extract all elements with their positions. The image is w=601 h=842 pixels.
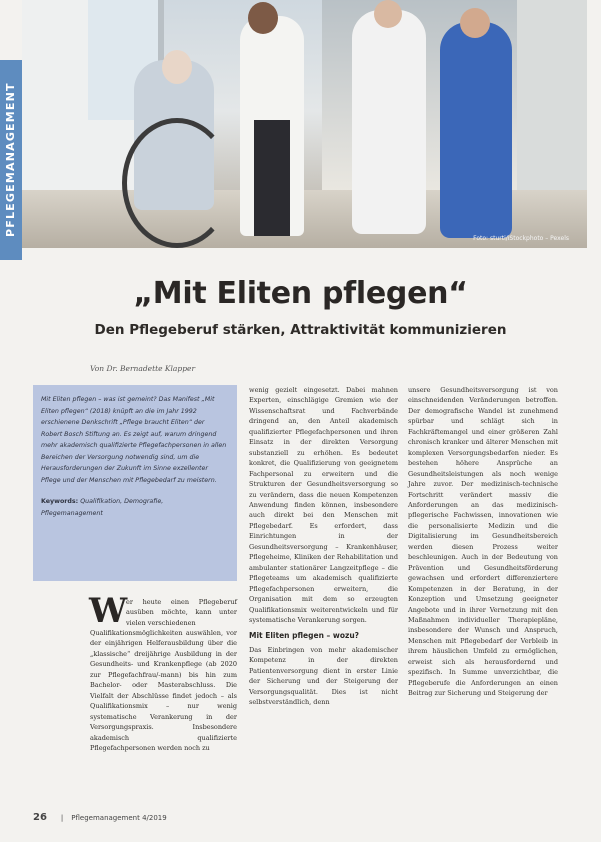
article-author: Von Dr. Bernadette Klapper <box>90 364 196 373</box>
article-title: „Mit Eliten pflegen“ <box>133 276 468 311</box>
section-tab-label: PFLEGEMANAGEMENT <box>4 82 17 238</box>
keywords <box>41 496 227 519</box>
body-col2 <box>249 385 398 708</box>
journal-name: Pflegemanagement 4/2019 <box>71 814 167 822</box>
section-heading: Mit Eliten pflegen – wozu? <box>249 631 360 641</box>
body-col3-para1: unsere Gesundheitsversorgung ist von einschneidenden Veränderungen betroffen. Der demografische Wandel ist zunehmend spürbar und schlägt sich in Fachkräftemangel und einer größeren Zahl chronisch kranker und älterer Menschen mit komplexen Versorgungsbedarfen nieder. Es bestehen höhere Ansprüche an Gesundheitsleistungen als noch wenige Jahre zuvor. Der medizinisch-technische Fortschritt verändert massiv die Anforderungen an das medizinisch-pflegerische Fachwissen, innovationen wie die personalisierte Medizin und die Digitalisierung im Gesundheitsbereich werden diesen Prozess weiter beschleunigen. Auch in der Bedeutung von Prävention und Gesundheitsförderung gewachsen und erfordert differenziertere Kompetenzen in der Beratung, in der Konzeption und Umsetzung geeigneter Angebote und in ihrer Vernetzung mit den Maßnahmen individueller Therapiepläne, insbesondere der Wunsch und Anspruch, Menschen mit Pflegebedarf der Verbleib in ihrem häuslichen Umfeld zu ermöglichen, erweist sich als herausfordernd und spezifisch. In Summe unverzichtbar, die Pflegeberufe die Anforderungen an einen Beitrag zur Sicherung und Steigerung der <box>408 386 558 698</box>
abstract-text: Mit Eliten pflegen – was ist gemeint? Das Manifest „Mit Eliten pflegen“ (2018) knüpft an die im Jahr 1992 erschienene Denkschrift „Pflege braucht Eliten“ der Robert Bosch Stiftung an. Es zeigt auf, warum dringend mehr akademisch qualifizierte Pflegefachpersonen in allen Bereichen der Versorgung notwendig sind, um die Herausforderungen der Zukunft im Sinne exzellenter Pflege und der Menschen mit Pflegebedarf zu meistern. <box>41 396 227 484</box>
body-col1-text: Qualifikationsmöglichkeiten auswählen, vor der einjährigen Helferausbildung über die „klassische“ dreijährige Ausbildung in der Gesundheits- und Krankenpflege (ab 2020 zur Pflegefachfrau/-mann) bis hin zum Bachelor- oder Masterabschluss. Die Vielfalt der Abschlüsse findet jedoch – als Qualifikationsmix – nur wenig systematische Verankerung in der Versorgungspraxis. Insbesondere akademisch qualifizierte Pflegefachpersonen werden noch zu <box>90 629 237 752</box>
body-col2-para2: Das Einbringen von mehr akademischer Kompetenz in der direkten Patientenversorgung dient in erster Linie der Sicherung und der Steigerung der Versorgungsqualität. Dies ist nicht selbstverständlich, denn <box>249 645 398 707</box>
drop-cap: W <box>89 591 128 631</box>
footer-separator: | <box>60 814 64 822</box>
photo-credit: Foto: sturti/iStockphoto – Pexels <box>473 235 569 242</box>
body-col3 <box>408 385 558 699</box>
abstract-box <box>33 385 237 581</box>
keywords-list: Qualifikation, Demografie, Pflegemanagement <box>41 498 164 517</box>
section-tab <box>0 60 22 260</box>
page-footer <box>33 812 167 823</box>
keywords-label: Keywords: <box>41 498 79 505</box>
page-number: 26 <box>33 812 47 823</box>
photo-nurse-blue <box>440 22 512 238</box>
body-col2-para1: wenig gezielt eingesetzt. Dabei mahnen Experten, einschlägige Gremien wie der Wissenschaftsrat und Fachverbände dringend an, den Anteil akademisch qualifizierter Pflegefachpersonen und ihren Einsatz in der direkten Versorgung substanziell zu erhöhen. Es bedeutet konkret, die Qualifizierung von geeignetem Fachpersonal zu erweitern und die Strukturen der Gesundheitsversorgung so zu verändern, dass die neuen Kompetenzen Anwendung finden können, insbesondere auch direkt bei den Menschen mit Pflegebedarf. Es erfordert, dass Einrichtungen in der Gesundheitsversorgung – Krankenhäuser, Pflegeheime, Kliniken der Rehabilitation und ambulanter stationärer Langzeitpflege – die Pflegeteams um akademisch qualifizierte Pflegefachpersonen erweitern, die Organisation mit dem so erzeugten Qualifikationsmix weiterentwickeln und für systematische Verankerung sorgen. <box>249 386 398 624</box>
body-col1-intro: er heute einen Pflegeberuf ausüben möchte, kann unter vielen verschiedenen <box>126 598 237 627</box>
photo-wheelchair <box>122 118 232 248</box>
article-subtitle: Den Pflegeberuf stärken, Attraktivität kommunizieren <box>94 322 507 338</box>
photo-nurse-white <box>352 10 426 234</box>
header-photo <box>22 0 587 248</box>
